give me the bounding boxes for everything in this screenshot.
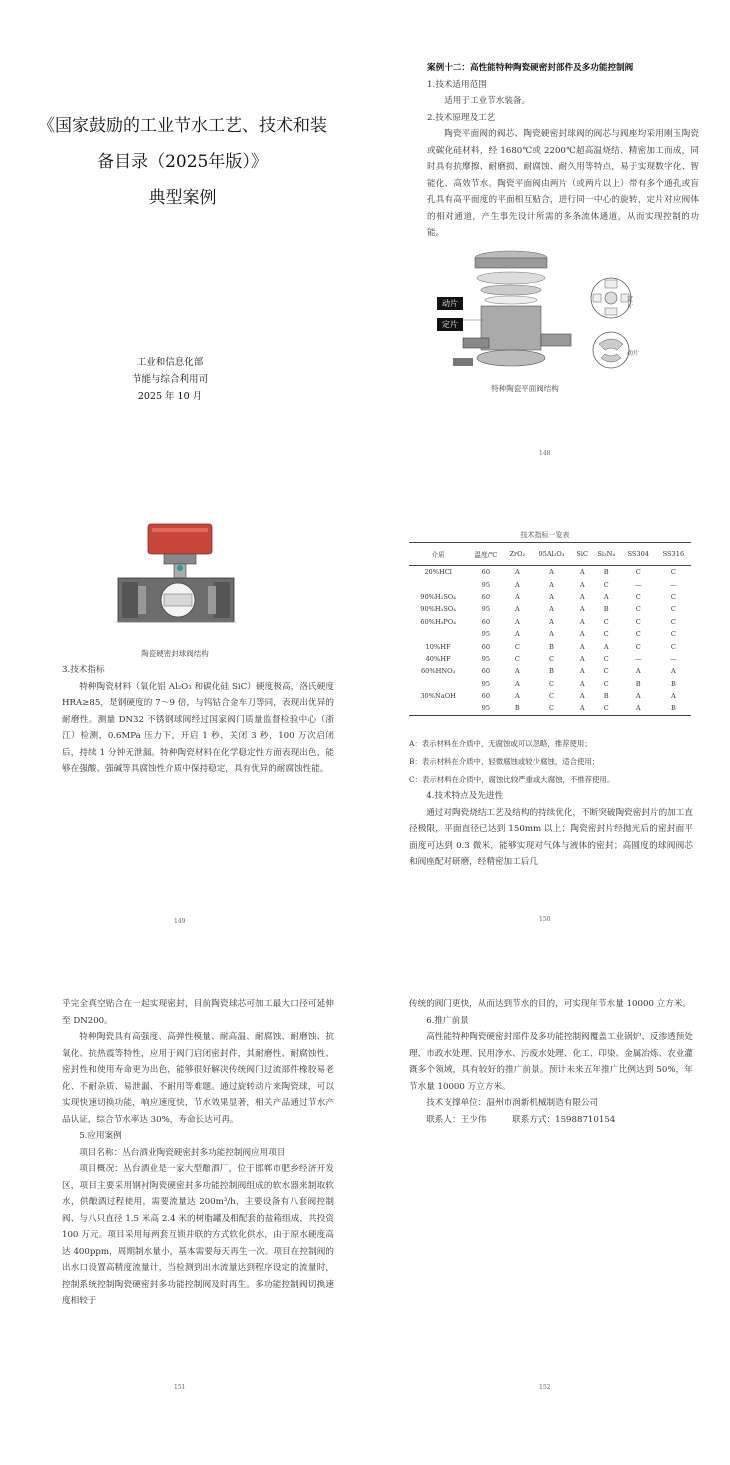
table-cell-medium: 40%HF	[425, 654, 451, 663]
table-row	[409, 640, 691, 652]
col-header-al2o3: 95Al₂O₃	[530, 543, 572, 566]
table-cell-rating: C	[603, 667, 609, 676]
table-row	[409, 702, 691, 715]
table-cell-rating: C	[670, 568, 676, 577]
table-header-row	[409, 543, 691, 566]
page-number: 151	[174, 1384, 186, 1391]
legend-c: C：表示材料在介质中，腐蚀比较严重或大腐蚀，不推荐使用。	[409, 775, 615, 784]
table-cell-rating: C	[603, 654, 609, 663]
table-cell-rating: —	[670, 654, 677, 663]
page-151	[0, 976, 365, 1464]
page-number: 149	[174, 918, 186, 925]
table-cell-rating: A	[621, 702, 656, 715]
section-4-body: 通过对陶瓷烧结工艺及结构的持续优化，不断突破陶瓷密封片的加工直径极限，平面直径已达到 150mm 以上；陶瓷密封片经抛光后的密封面平面度可达到 0.3 微米，能够实现对气体与液体的密封；高圆度的球阀阀芯和阀座配对研磨，经精密加工后几	[409, 807, 693, 867]
table-cell-rating: A	[514, 592, 520, 601]
section-4-heading: 4.技术特点及先进性	[426, 791, 504, 801]
page-number: 152	[539, 1384, 551, 1391]
table-cell-temp: 95	[481, 679, 491, 688]
page-number: 150	[539, 916, 551, 923]
table-cell-rating: C	[635, 568, 641, 577]
contact-line	[409, 1112, 693, 1129]
page-149	[0, 488, 365, 976]
table-cell-rating: A	[579, 667, 585, 676]
legend-a: A：表示材料在介质中，无腐蚀或可以忽略，推荐使用；	[409, 739, 592, 748]
table-cell-medium: 30%NaOH	[420, 692, 456, 701]
figure-caption-plane-valve: 特种陶瓷平面阀结构	[491, 384, 559, 393]
page-148-text	[427, 60, 699, 242]
page-150	[365, 488, 730, 976]
cover-title	[30, 108, 335, 216]
table-cell-rating: A	[549, 630, 554, 639]
page-number: 148	[539, 450, 551, 457]
table-cell-rating: C	[603, 617, 609, 626]
table-cell-medium: 10%HF	[425, 642, 451, 651]
table-cell-temp: 60	[481, 642, 491, 651]
table-row	[409, 603, 691, 615]
ceramic-ball-valve-illustration	[112, 522, 238, 640]
table-cell-rating: B	[504, 702, 530, 715]
section-3-heading: 3.技术指标	[62, 665, 105, 675]
table-row	[409, 591, 691, 603]
table-cell-rating: A	[579, 630, 585, 639]
page-152-text	[409, 996, 693, 1128]
table-cell-rating: C	[530, 702, 572, 715]
table-cell-rating: A	[514, 692, 520, 701]
table-cell-rating: A	[549, 580, 554, 589]
table-cell-rating: B	[603, 692, 609, 701]
col-header-ss316: SS316	[656, 543, 691, 566]
table-row	[409, 653, 691, 665]
table-cell-rating: A	[573, 702, 592, 715]
section-2-heading: 2.技术原理及工艺	[427, 112, 496, 123]
table-cell-rating: B	[603, 568, 609, 577]
table-cell-medium: 90%H₂SO₄	[420, 605, 456, 614]
table-cell-rating: A	[579, 679, 585, 688]
table-cell-temp: 95	[481, 630, 491, 639]
table-row	[409, 578, 691, 590]
table-cell-rating: C	[635, 592, 641, 601]
cover-title-line1: 《国家鼓励的工业节水工艺、技术和装	[38, 116, 327, 136]
table-cell-temp: 95	[481, 654, 491, 663]
label-fixed-disc: 定片	[437, 318, 463, 331]
col-header-si3n4: Si₃N₄	[592, 543, 621, 566]
table-cell-rating: B	[603, 605, 609, 614]
table-cell-medium: 90%H₂SO₄	[420, 592, 456, 601]
table-cell-rating: C	[670, 630, 676, 639]
table-cell-rating: C	[635, 642, 641, 651]
label-fixed-disc-right: 定片	[627, 296, 634, 310]
table-row	[409, 690, 691, 702]
support-unit: 技术支撑单位：温州市润新机械制造有限公司	[426, 1098, 599, 1108]
ceramic-disc-diagram	[581, 274, 691, 374]
table-cell-rating: C	[592, 702, 621, 715]
table-cell-rating: A	[549, 605, 554, 614]
ceramic-valve-exploded-illustration	[423, 248, 583, 374]
table-cell-medium: 60%HNO₃	[420, 667, 456, 676]
contact-phone: 联系方式：15988710154	[512, 1114, 616, 1125]
table-cell-rating: B	[635, 679, 641, 688]
col-header-zro2: ZrO₂	[504, 543, 530, 566]
table-cell-medium: 20%HCl	[424, 568, 452, 577]
label-moving-disc-right: 动片	[627, 350, 640, 357]
table-cell-rating: A	[579, 568, 585, 577]
table-row	[409, 678, 691, 690]
col-header-sic: SiC	[573, 543, 592, 566]
table-cell-rating: A	[579, 642, 585, 651]
table-cell-rating: A	[514, 617, 520, 626]
table-cell-rating: A	[579, 592, 585, 601]
table-cell-rating: C	[670, 617, 676, 626]
table-cell-rating: C	[635, 630, 641, 639]
page-152	[365, 976, 730, 1464]
table-cell-rating: C	[548, 654, 554, 663]
table-cell-temp: 60	[481, 592, 491, 601]
table-cell-medium: 60%H₃PO₄	[420, 617, 456, 626]
contact-person: 联系人：王少伟	[426, 1114, 487, 1125]
table-cell-rating: A	[549, 568, 554, 577]
col-header-medium: 介质	[409, 543, 467, 566]
table-cell-rating: B	[549, 642, 554, 651]
table-cell-temp: 95	[481, 580, 491, 589]
page-150-text	[409, 788, 693, 871]
table-cell-rating: C	[670, 642, 676, 651]
table-cell-rating: C	[635, 617, 641, 626]
table-cell-rating: C	[548, 692, 554, 701]
section-6-body: 高性能特种陶瓷硬密封部件及多功能控制阀覆盖工业锅炉、反渗透预处理、市政水处理、民用净水、污废水处理、化工、印染、金属冶炼、农业灌溉多个领域，具有较好的推广前景。预计未来五年推广比例达到 50%，年节水量 10000 万立方米。	[409, 1032, 693, 1092]
case-title: 案例十二：高性能特种陶瓷硬密封部件及多功能控制阀	[427, 63, 634, 73]
project-overview: 项目概况：丛台酒业是一家大型酿酒厂，位于邯郸市肥乡经济开发区，项目主要采用钢衬陶瓷硬密封多功能控制阀组成的软水器来制取软水，供酿酒过程使用，需要流量达 200m³/h，主要设备有八套阀控制阀、与八只直径 1.5 米高 2.4 米的树脂罐及相配套的盐箱组成，共投资 100 万元。项目采用每两套互锁并联的方式软化供水，由于原水硬度高达 400ppm，周期制水量小，基本需要每天再生一次。项目在控制阀的出水口设置高精度流量计，当检测到出水流量达到程序设定的流量时，控制系统控制陶瓷硬密封多功能控制阀及时再生。多功能控制阀切换速度相较于	[62, 1164, 334, 1306]
section-1-heading: 1.技术适用范围	[427, 79, 487, 90]
section-3-body: 特种陶瓷材料（氧化铝 Al₂O₃ 和碳化硅 SiC）硬度极高，洛氏硬度 HRA≥85，是钢硬度的 7～9 倍，与钨钴合金车刀等同，表现出优异的耐磨性。测量 DN32 不锈钢球阀经过国家阀门质量监督检验中心（浙江）检测，0.6MPa 压力下，开启 1 秒，关闭 3 秒，100 万次启闭后，持续 1 分钟无泄漏。特种陶瓷材料在化学稳定性方面表现出色，能够在强酸、强碱等具腐蚀性介质中保持稳定，具有优异的耐腐蚀性能。	[62, 681, 334, 774]
table-cell-rating: A	[579, 580, 585, 589]
table-cell-rating: A	[514, 568, 520, 577]
table-cell-temp: 60	[481, 692, 491, 701]
table-cell-rating: A	[514, 667, 520, 676]
table-cell-rating: A	[635, 692, 641, 701]
project-name: 项目名称：丛台酒业陶瓷硬密封多功能控制阀应用项目	[79, 1147, 286, 1158]
table-cell-rating: A	[635, 667, 641, 676]
table-cell-rating: C	[670, 605, 676, 614]
section-5-heading: 5.应用案例	[79, 1131, 122, 1141]
table-cell-rating: —	[634, 654, 642, 663]
table-cell-medium	[409, 578, 467, 590]
cover-title-line2: 备目录（2025年版）》	[97, 152, 268, 172]
table-row	[409, 616, 691, 628]
table-cell-rating: C	[514, 642, 520, 651]
table-cell-rating: A	[514, 580, 520, 589]
table-cell-temp: 95	[467, 702, 504, 715]
body-paragraph-2: 特种陶瓷具有高强度、高弹性模量、耐高温、耐腐蚀、耐磨蚀、抗氧化、抗热震等特性，应用于阀门启闭密封件，其耐磨性、耐腐蚀性、密封性和使用寿命更为出色，能够很好解决传统阀门过流部件橡胶易老化、不耐杂质、易泄漏、不耐用等难题。通过旋转动片来陶瓷球，可以实现快速切换功能，响应速度快，节水效果显著，相关产品通过节水产品认证，综合节水率达 30%，寿命长达可再。	[62, 1032, 334, 1125]
table-cell-rating: A	[603, 592, 609, 601]
table-row	[409, 665, 691, 677]
table-cell-temp: 95	[481, 605, 491, 614]
table-cell-rating: B	[656, 702, 691, 715]
table-row	[409, 566, 691, 579]
table-cell-rating: C	[635, 605, 641, 614]
table-cell-rating: C	[548, 679, 554, 688]
table-cell-rating: C	[670, 592, 676, 601]
table-cell-rating: C	[603, 679, 609, 688]
table-cell-rating: A	[671, 667, 676, 676]
table-cell-rating: C	[514, 654, 520, 663]
cover-org-department: 节能与综合利用司	[131, 374, 208, 385]
table-row	[409, 628, 691, 640]
table-cell-rating: —	[670, 580, 677, 589]
table-cell-temp: 60	[481, 617, 491, 626]
table-cell-medium	[409, 702, 467, 715]
cover-org-ministry: 工业和信息化部	[136, 357, 204, 368]
cover-page	[0, 0, 365, 488]
table-cell-rating: A	[579, 605, 585, 614]
section-2-body: 陶瓷平面阀的阀芯、陶瓷硬密封球阀的阀芯与阀座均采用刚玉陶瓷或碳化硅材料，经 1680℃或 2200℃超高温烧结、精密加工而成，同时具有抗摩擦、耐磨损、耐腐蚀、耐久用等特点，易于实现数字化、智能化、高效节水。陶瓷平面阀由两片（或两片以上）带有多个通孔或盲孔具有高平面度的平面相互贴合，进行同一中心的旋转，定片对应阀体的相对通道，产生事先设计所需的多条流体通道，从而实现控制的功能。	[427, 129, 699, 238]
table-cell-rating: B	[549, 667, 554, 676]
section-1-body: 适用于工业节水装备。	[444, 96, 531, 106]
table-cell-rating: A	[579, 617, 585, 626]
tech-indicator-table	[409, 542, 691, 716]
table-cell-rating: A	[549, 592, 554, 601]
table-cell-rating: C	[603, 630, 609, 639]
legend-b: B：表示材料在介质中，轻微腐蚀或较少腐蚀，适合使用；	[409, 757, 600, 766]
table-cell-rating: A	[579, 692, 585, 701]
page-149-text	[62, 662, 334, 778]
cover-date: 2025 年 10 月	[137, 391, 203, 402]
table-cell-rating: A	[514, 679, 520, 688]
table-cell-temp: 60	[481, 667, 491, 676]
cover-title-line3: 典型案例	[148, 188, 217, 208]
section-6-heading: 6.推广前景	[426, 1015, 469, 1026]
table-cell-rating: A	[514, 630, 520, 639]
col-header-ss304: SS304	[621, 543, 656, 566]
table-cell-medium	[409, 678, 467, 690]
page-151-text	[62, 996, 334, 1310]
table-cell-rating: A	[514, 605, 520, 614]
table-cell-rating: —	[634, 580, 642, 589]
table-body	[409, 566, 691, 716]
table-cell-rating: C	[603, 580, 609, 589]
body-continuation: 传统的阀门更快，从而达到节水的目的，可实现年节水量 10000 立方米。	[409, 999, 692, 1009]
label-moving-disc: 动片	[437, 297, 463, 310]
table-cell-rating: A	[579, 654, 585, 663]
table-title: 技术指标一览表	[520, 531, 570, 539]
table-cell-medium	[409, 628, 467, 640]
page-148	[365, 0, 730, 488]
table-cell-rating: A	[671, 692, 676, 701]
table-cell-rating: B	[670, 679, 676, 688]
table-cell-rating: A	[603, 642, 609, 651]
body-continuation: 乎完全真空贴合在一起实现密封，目前陶瓷球芯可加工最大口径可延伸至 DN200。	[62, 999, 334, 1026]
table-cell-rating: A	[549, 617, 554, 626]
cover-organization	[0, 354, 340, 405]
col-header-temp: 温度/℃	[467, 543, 504, 566]
figure-caption-ball-valve: 陶瓷硬密封球阀结构	[141, 649, 209, 658]
table-cell-temp: 60	[481, 568, 491, 577]
